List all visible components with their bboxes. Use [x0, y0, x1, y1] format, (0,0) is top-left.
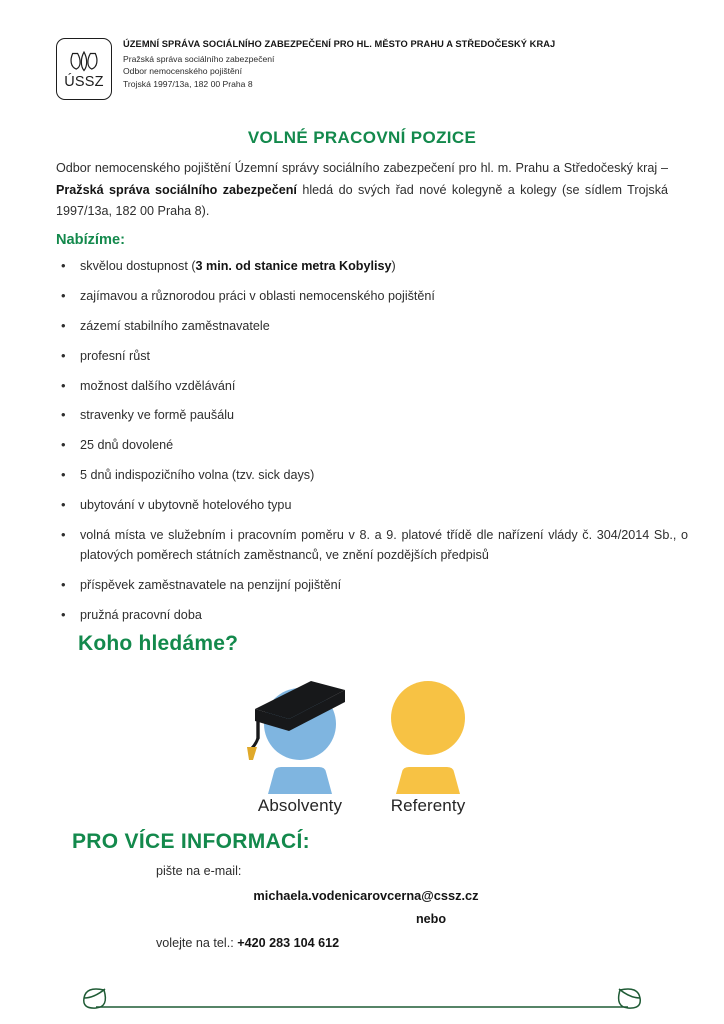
- offer-item-emphasis: 3 min. od stanice metra Kobylisy: [195, 259, 392, 273]
- offer-item-text: zázemí stabilního zaměstnavatele: [80, 318, 270, 333]
- intro-text-bold: Pražská správa sociálního zabezpečení: [56, 182, 297, 197]
- offer-list-item: [56, 435, 668, 455]
- offer-item-text: pružná pracovní doba: [80, 608, 202, 623]
- offer-item-text: 25 dnů dovolené: [80, 438, 174, 453]
- offer-list-item: [56, 405, 668, 425]
- offer-item-text: stravenky ve formě paušálu: [80, 408, 234, 423]
- offer-item-text: skvělou dostupnost (: [80, 259, 196, 273]
- intro-paragraph: [56, 158, 668, 223]
- contact-email[interactable]: michaela.vodenicarovcerna@cssz.cz: [253, 887, 479, 903]
- offer-item-text: ubytování v ubytovně hotelového typu: [80, 498, 292, 513]
- organisation-line-2: Odbor nemocenského pojištění: [123, 66, 242, 77]
- lotus-leaf-logo-icon: [67, 50, 101, 74]
- offer-item-text: možnost dalšího vzdělávání: [80, 378, 236, 393]
- offer-list-item: [56, 256, 668, 276]
- offer-heading: Nabízíme:: [56, 232, 125, 248]
- offer-list-item: [56, 575, 668, 595]
- offer-list: [56, 256, 688, 635]
- contact-phone[interactable]: +420 283 104 612: [237, 936, 340, 951]
- phone-line: [156, 932, 576, 956]
- offer-list-item: [56, 316, 668, 336]
- graduate-person-icon: [241, 672, 359, 794]
- offer-list-item: [56, 525, 688, 566]
- footer-ornament: [62, 972, 662, 1012]
- leaf-left-vein: [84, 989, 105, 998]
- offer-item-text-suffix: ): [391, 259, 396, 273]
- logo-wordmark: ÚSSZ: [64, 74, 104, 91]
- offer-list-item: [56, 465, 668, 485]
- who-we-seek-heading: Koho hledáme?: [78, 632, 239, 655]
- document-header: [56, 38, 668, 100]
- offer-item-text: profesní růst: [80, 348, 150, 363]
- organisation-address: Trojská 1997/13a, 182 00 Praha 8: [123, 78, 253, 89]
- page-title: VOLNÉ PRACOVNÍ POZICE: [247, 128, 477, 147]
- offer-item-text: zajímavou a různorodou práci v oblasti nemocenského pojištění: [80, 288, 435, 303]
- persona-officer: [368, 672, 488, 822]
- persona-graduate: [240, 672, 360, 822]
- organisation-title: ÚZEMNÍ SPRÁVA SOCIÁLNÍHO ZABEZPEČENÍ PRO HL. MĚSTO PRAHU A STŘEDOČESKÝ KRAJ: [123, 39, 556, 49]
- leaf-right-vein: [619, 989, 640, 998]
- offer-item-text: 5 dnů indispozičního volna (tzv. sick days): [80, 468, 315, 483]
- email-label: pište na e-mail:: [156, 864, 242, 878]
- offer-item-text: volná místa ve služebním i pracovním poměru v 8. a 9. platové třídě dle nařízení vlády č. 304/2014 Sb., o platových poměrech státních zaměstnanců, ve znění pozdějších předpisů: [80, 528, 688, 563]
- contact-heading: PRO VÍCE INFORMACÍ:: [72, 830, 310, 853]
- person-icon: [369, 672, 487, 794]
- persona-illustrations: [232, 672, 494, 822]
- offer-list-item: [56, 605, 668, 625]
- contact-or-separator: nebo: [415, 912, 447, 927]
- offer-list-item: [56, 495, 668, 515]
- organisation-line-1: Pražská správa sociálního zabezpečení: [123, 53, 275, 64]
- offer-list-item: [56, 286, 668, 306]
- persona-graduate-label: Absolventy: [257, 796, 343, 815]
- intro-text-part-1: Odbor nemocenského pojištění Územní správy sociálního zabezpečení pro hl. m. Prahu a Středočeský kraj –: [56, 161, 668, 175]
- offer-list-item: [56, 346, 668, 366]
- phone-label: volejte na tel.:: [156, 936, 238, 951]
- offer-list-item: [56, 376, 668, 396]
- intro-text-part-2: hledá do svých řad nové kolegyně a kolegy (se sídlem Trojská 1997/13a, 182 00 Praha 8).: [56, 182, 668, 219]
- header-text-block: [123, 38, 555, 90]
- ussz-logo: [56, 38, 112, 100]
- contact-block: [156, 860, 576, 956]
- persona-officer-label: Referenty: [390, 796, 466, 815]
- offer-item-text: příspěvek zaměstnavatele na penzijní pojištění: [80, 578, 342, 593]
